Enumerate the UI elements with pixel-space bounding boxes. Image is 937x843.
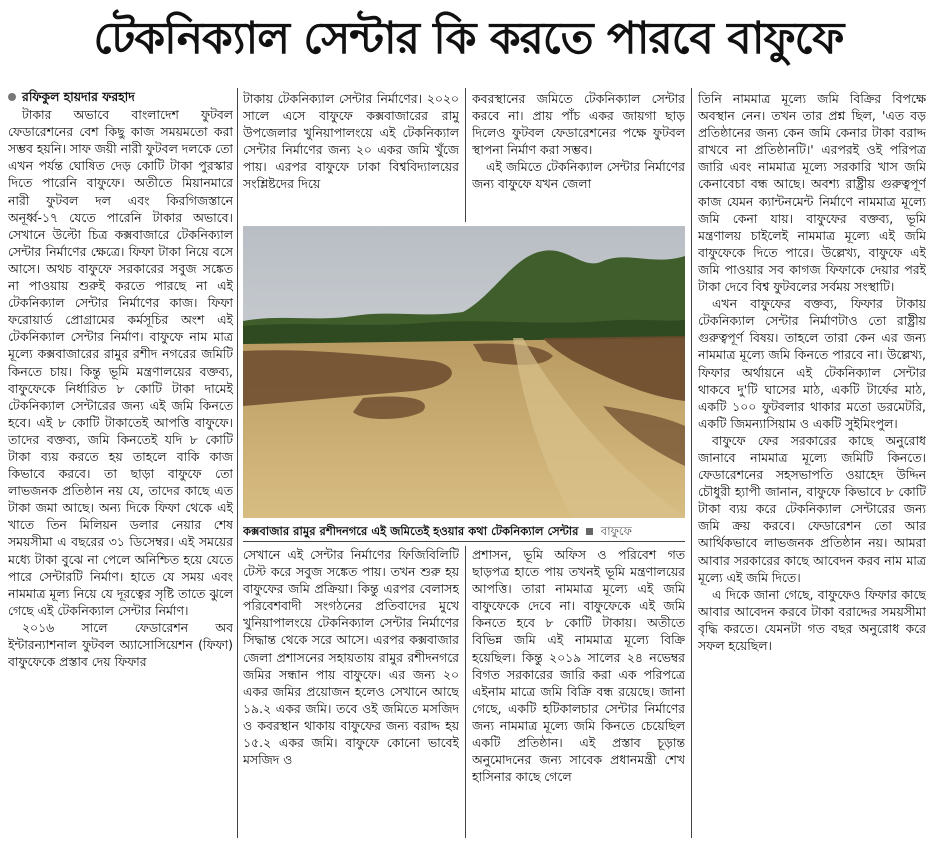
column-2-bottom bbox=[243, 546, 459, 838]
photo-credit: বাফুফে bbox=[600, 524, 632, 538]
headline: টেকনিক্যাল সেন্টার কি করতে পারবে বাফুফে bbox=[93, 13, 844, 64]
paragraph: সেখানে এই সেন্টার নির্মাণের ফিজিবিলিটি টেস্ট করে সবুজ সঙ্কেত পায়। তখন শুরু হয় বাফুফের জমি প্রক্রিয়া। কিন্তু এরপর বেলাসহ পরিবেশবাদী সংগঠনের প্রতিবাদের মুখে খুনিয়াপালংয়ে টেকনিক্যাল সেন্টার নির্মাণের সিদ্ধান্ত থেকে সরে আসে। এরপর কক্সবাজার জেলা প্রশাসনের সহায়তায় রামুর রশীদনগরে জমির সন্ধান পায় বাফুফে। এর জন্য ২০ একর জমির প্রয়োজন হলেও সেখানে আছে ১৯.২ একর জমি। তবে ওই জমিতে মসজিদ ও কবরস্থান থাকায় বাফুফের জন্য বরাদ্দ হয় ১৫.২ একর জমি। বাফুফে কোনো ভাবেই মসজিদ ও bbox=[243, 547, 459, 768]
paragraph: এ দিকে জানা গেছে, বাফুফেও ফিফার কাছে আবার আবেদন করবে টাকা বরাদ্দের সময়সীমা বৃদ্ধি করতে। যেমনটা গত বছর অনুরোধ করে সফল হয়েছিল। bbox=[698, 586, 926, 653]
byline bbox=[8, 88, 233, 105]
paragraph: ২০১৬ সালে ফেডারেশন অব ইন্টারন্যাশনাল ফুটবল অ্যাসোসিয়েশন (ফিফা) বাফুফেকে প্রস্তাব দেয় ফিফার bbox=[8, 619, 233, 670]
photo-landscape bbox=[243, 226, 685, 518]
column-3-top bbox=[472, 90, 685, 222]
paragraph: এই জমিতে টেকনিক্যাল সেন্টার নির্মাণের জন্য বাফুফে যখন জেলা bbox=[472, 159, 685, 192]
column-divider bbox=[465, 88, 466, 222]
news-photo bbox=[243, 226, 685, 518]
caption-rule bbox=[243, 541, 685, 542]
byline-name: রফিকুল হায়দার ফরহাদ bbox=[22, 89, 135, 104]
paragraph: প্রশাসন, ভূমি অফিস ও পরিবেশ গত ছাড়পত্র হাতে পায় তখনই ভূমি মন্ত্রণালয়ের আপত্তি। তারা নামমাত্র মূল্যে এই জমি বাফুফেকে দেবে না। বাফুফেকে এই জমি কিনতে হবে ৮ কোটি টাকায়। অতীতে বিভিন্ন জমি এই নামমাত্র মূল্যে বিক্রি হয়েছিল। কিন্তু ২০১৯ সালের ২৪ নভেম্বর বিগত সরকারের জারি করা এক পরিপত্রে এইনাম মাত্রে জমি বিক্রি বন্ধ রয়েছে। জানা গেছে, একটি হটিকালচার সেন্টার নির্মাণের জন্য নামমাত্র মূল্যে জমি কিনতে চেয়েছিল একটি প্রতিষ্ঠান। এই প্রস্তাব চূড়ান্ত অনুমোদনের জন্য সাবেক প্রধানমন্ত্রী শেখ হাসিনার কাছে গেলে bbox=[472, 547, 685, 785]
paragraph: টাকার অভাবে বাংলাদেশ ফুটবল ফেডারেশনের বেশ কিছু কাজ সময়মতো করা সম্ভব হয়নি। সাফ জয়ী নারী ফুটবল দলকে তো এখন পর্যন্ত ঘোষিত দেড় কোটি টাকা পুরস্কার দিতে পারেনি বাফুফে। অতীতে মিয়ানমারে নারী ফুটবল দল এবং কিরগিজস্তানে অনূর্ধ্ব-১৭ যেতে পারেনি টাকার অভাবে। সেখানে উল্টো চিত্র কক্সবাজারে টেকনিক্যাল সেন্টার নির্মাণের ক্ষেত্রে। ফিফা টাকা নিয়ে বসে আসে। অথচ বাফুফে সরকারের সবুজ সঙ্কেত না পাওয়ায় শুরুই করতে পারছে না এই টেকনিক্যাল সেন্টার নির্মাণের কাজ। ফিফা ফরোয়ার্ড প্রোগ্রামের কর্মসূচির অংশ এই টেকনিক্যাল সেন্টার নির্মাণ। বাফুফে নাম মাত্র মূল্যে কক্সবাজারের রামুর রশীদ নগরের জমিটি কিনতে চায়। কিন্তু ভূমি মন্ত্রণালয়ের বক্তব্য, বাফুফেকে নির্ধারিত ৮ কোটি টাকা দামেই টেকনিক্যাল সেন্টারের জন্য এই জমি কিনতে হবে। এই ৮ কোটি টাকাতেই আপত্তি বাফুফে। তাদের বক্তব্য, জমি কিনতেই যদি ৮ কোটি টাকা ব্যয় করতে হয় তাহলে বাকি কাজ কিভাবে করবে। তা ছাড়া বাফুফে তো লাভজনক প্রতিষ্ঠান নয় যে, তাদের কাছে এত টাকা জমা আছে। অন্য দিকে ফিফা থেকে এই খাতে তিন মিলিয়ন ডলার নেয়ার শেষ সময়সীমা এ বছরের ৩১ ডিসেম্বর। এই সময়ের মধ্যে টাকা বুঝে না পেলে অনিশ্চিত হয়ে যেতে পারে সেন্টারটি নির্মাণ। হাতে যে সময় এবং নামমাত্র মূল্য নিয়ে যে দূরত্বের সৃষ্টি তাতে ঝুলে গেছে এই টেকনিক্যাল সেন্টার নির্মাণ। bbox=[8, 107, 233, 618]
paragraph: এখন বাফুফের বক্তব্য, ফিফার টাকায় টেকনিক্যাল সেন্টার নির্মাণটাও তো রাষ্ট্রীয় গুরুত্বপূর্ণ বিষয়। তাহলে তারা কেন এর জন্য নামমাত্র মূল্যে জমি কিনতে পারবে না। উল্লেখ্য, ফিফার অর্থায়নে এই টেকনিক্যাল সেন্টার থাকবে দু'টি ঘাসের মাঠ, একটি টার্ফের মাঠ, একটি ১০০ ফুটবলার থাকার মতো ডরমেটরি, একটি জিমন্যাসিয়াম ও একটি সুইমিংপুল। bbox=[698, 296, 926, 431]
column-divider bbox=[691, 88, 692, 838]
caption-text: কক্সবাজার রামুর রশীদনগরে এই জমিতেই হওয়ার কথা টেকনিক্যাল সেন্টার bbox=[243, 524, 579, 538]
column-4 bbox=[698, 90, 926, 838]
credit-square-icon bbox=[586, 528, 593, 535]
paragraph: কবরস্থানের জমিতে টেকনিক্যাল সেন্টার করবে না। প্রায় পাঁচ একর জায়গা ছাড় দিলেও ফুটবল ফেডারেশনের পক্ষে ফুটবল স্থাপনা নির্মাণ করা সম্ভব। bbox=[472, 91, 685, 158]
column-1 bbox=[8, 88, 233, 838]
paragraph: তিনি নামমাত্র মূল্যে জমি বিক্রির বিপক্ষে অবস্থান নেন। তখন তার প্রশ্ন ছিল, 'এত বড় প্রতিষ্ঠানের জন্য কেন জমি কেনার টাকা বরাদ্দ রাখবে না প্রতিষ্ঠানটি।' এরপরই ওই পরিপত্র জারি এবং নামমাত্র মূল্যে সরকারি খাস জমি কেনাবেচা বন্ধ আছে। অবশ্য রাষ্ট্রীয় গুরুত্বপূর্ণ কাজ যেমন ক্যান্টনমেন্ট নির্মাণে নামমাত্র মূল্যে জমি কেনা যায়। বাফুফের বক্তব্য, ভূমি মন্ত্রণালয় চাইলেই নামমাত্র মূল্যে এই জমি বাফুফেকে দিতে পারে। উল্লেখ্য, বাফুফে এই জমি পাওয়ার সব কাগজ ফিফাকে দেয়ার পরই টাকা দেবে বিশ্ব ফুটবলের সর্বময় সংস্থাটি। bbox=[698, 91, 926, 295]
column-2-top bbox=[243, 90, 459, 222]
bullet-icon bbox=[8, 93, 16, 101]
column-3-bottom bbox=[472, 546, 685, 838]
column-divider bbox=[237, 88, 238, 838]
paragraph: টাকায় টেকনিক্যাল সেন্টার নির্মাণের। ২০২০ সালে এসে বাফুফে কক্সবাজারের রামু উপজেলার খুনিয়াপালংয়ে এই টেকনিক্যাল সেন্টার নির্মাণের জন্য ২০ একর জমি খুঁজে পায়। এরপর বাফুফে ঢাকা বিশ্ববিদ্যালয়ের সংশ্লিষ্টদের দিয়ে bbox=[243, 91, 459, 192]
column-divider bbox=[465, 546, 466, 838]
paragraph: বাফুফে ফের সরকারের কাছে অনুরোধ জানাবে নামমাত্র মূল্যে জমিটি কিনতে। ফেডারেশনের সহসভাপতি ওয়াহেদ উদ্দিন চৌধুরী হ্যাপী জানান, বাফুফে কিভাবে ৮ কোটি টাকা ব্যয় করে টেকনিক্যাল সেন্টারের জন্য জমি ক্রয় করবে। ফেডারেশন তো আর আর্থিকভাবে লাভজনক প্রতিষ্ঠান নয়। আমরা আবার সরকারের কাছে আবেদন করব নাম মাত্র মূল্যে এই জমি দিতে। bbox=[698, 432, 926, 585]
photo-caption bbox=[243, 522, 685, 540]
